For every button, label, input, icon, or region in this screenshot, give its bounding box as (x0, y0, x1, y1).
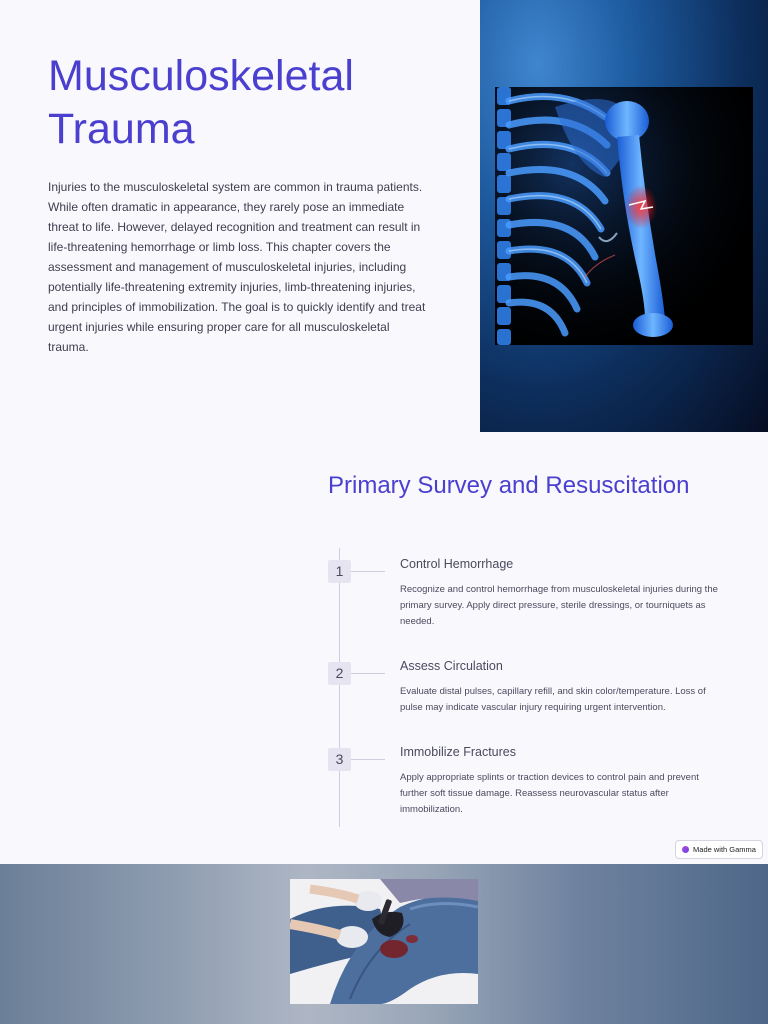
timeline-line (339, 548, 340, 827)
hero-section (0, 0, 768, 432)
step-title: Immobilize Fractures (400, 745, 516, 759)
step-number: 2 (328, 662, 351, 685)
step-title: Control Hemorrhage (400, 557, 514, 571)
step-connector (351, 759, 385, 760)
step-description: Evaluate distal pulses, capillary refill, and skin color/temperature. Loss of pulse may indicate vascular injury requiring urgent intervention. (400, 686, 706, 713)
step-number: 1 (328, 560, 351, 583)
step-connector (351, 673, 385, 674)
page-title: Musculoskeletal Trauma (48, 52, 354, 153)
step-connector (351, 571, 385, 572)
step-description: Apply appropriate splints or traction devices to control pain and prevent further soft tissue damage. Reassess neurovascular status after immobilization. (400, 772, 699, 815)
hero-image-panel (480, 0, 768, 432)
section-title: Primary Survey and Resuscitation (328, 472, 690, 499)
step-description: Recognize and control hemorrhage from musculoskeletal injuries during the primary survey. Apply direct pressure, sterile dressings, or tourniquets as needed. (400, 584, 718, 627)
made-with-gamma-badge[interactable] (675, 840, 763, 859)
xray-arm-fracture-icon (495, 87, 753, 345)
intro-paragraph: Injuries to the musculoskeletal system are common in trauma patients. While often dramatic in appearance, they rarely pose an immediate threat to life. However, delayed recognition and treatment can result in life-threatening hemorrhage or limb loss. This chapter covers the assessment and management of musculoskeletal injuries, including potentially life-threatening extremity injuries, limb-threatening injuries, and principles of immobilization. The goal is to quickly identify and treat urgent injuries while ensuring proper care for all musculoskeletal trauma. (48, 180, 426, 354)
leg-wound-first-aid-icon (290, 879, 478, 1004)
step-title: Assess Circulation (400, 659, 503, 673)
badge-label: Made with Gamma (693, 845, 756, 854)
gamma-logo-icon (682, 846, 689, 853)
bottom-image-section (0, 864, 768, 1024)
step-number: 3 (328, 748, 351, 771)
